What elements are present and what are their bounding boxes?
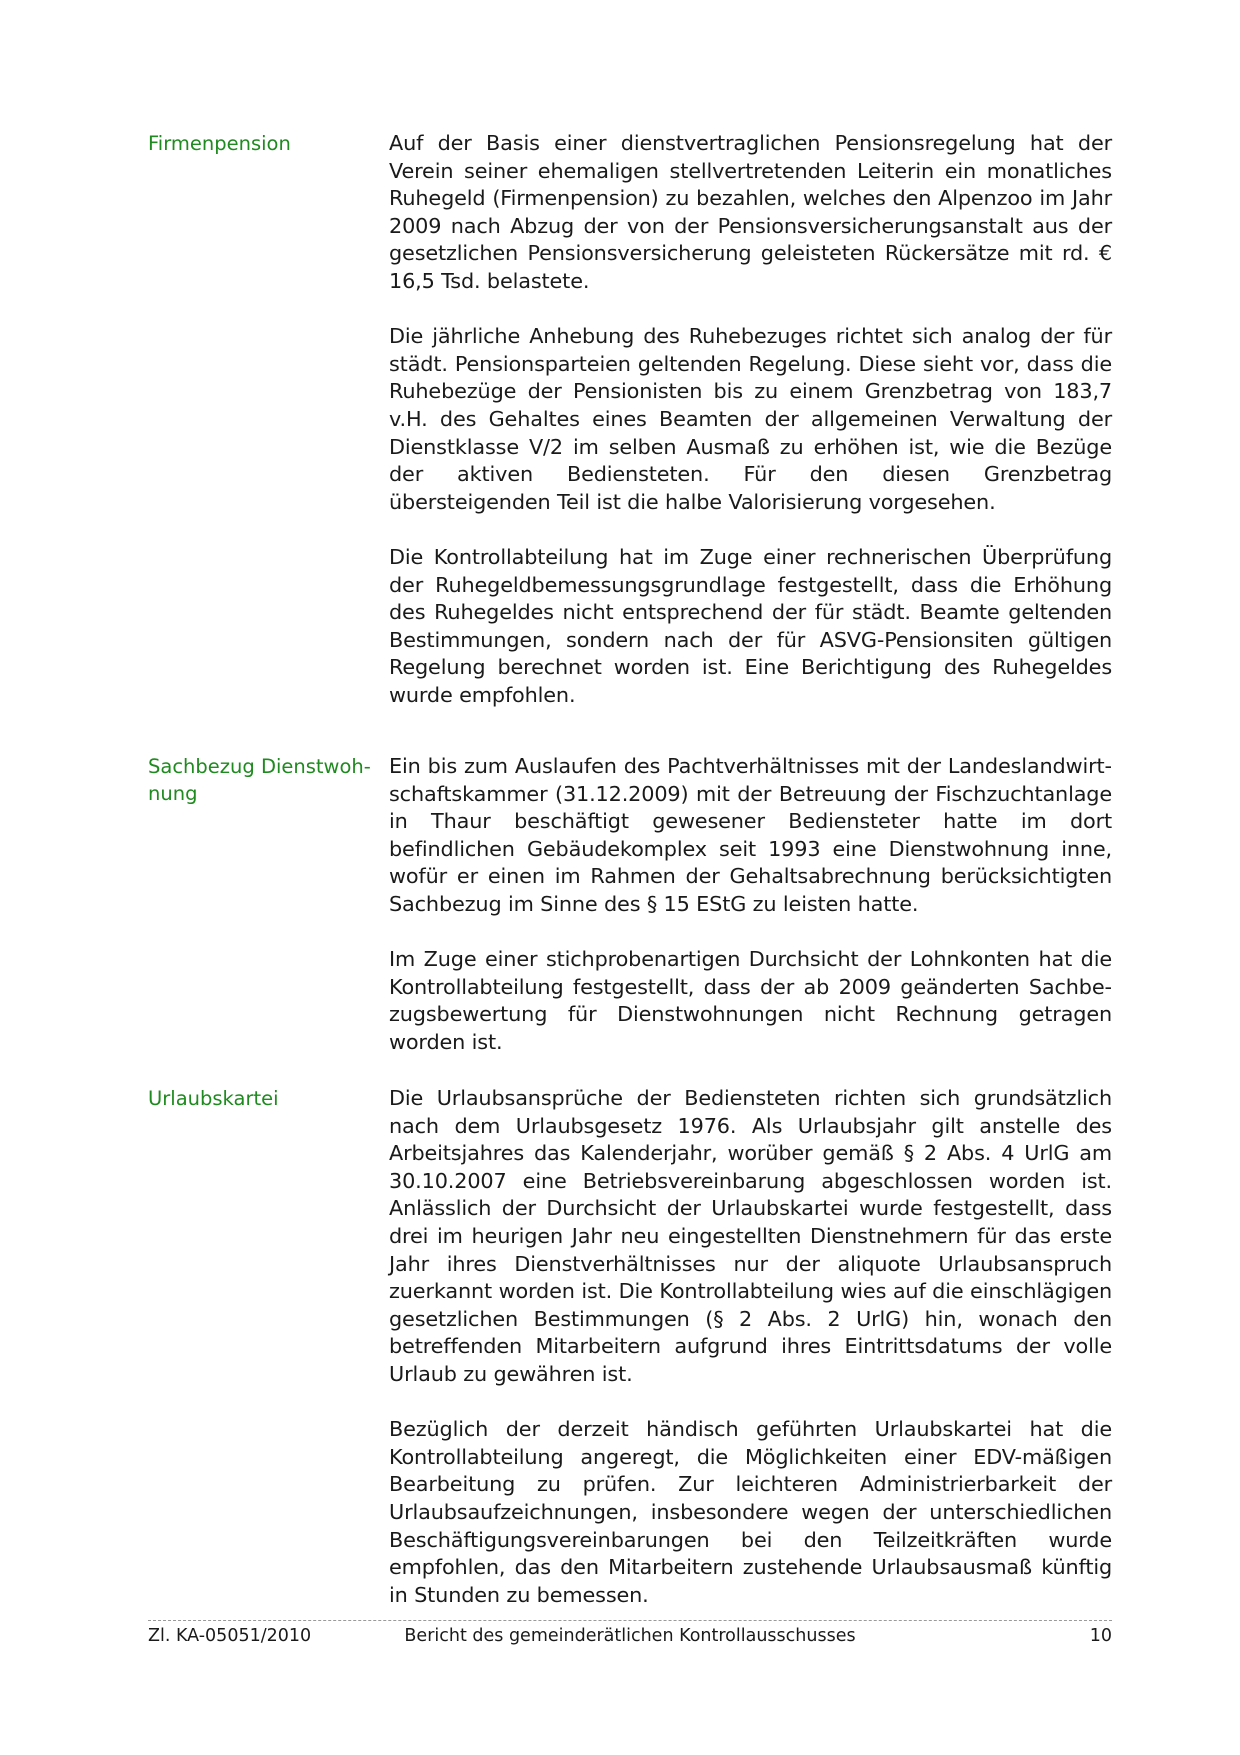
paragraph: Auf der Basis einer dienstvertraglichen Pensionsregelung hat der Verein seiner ehemaligen stellvertretenden Leiterin ein monatliches Ruhegeld (Firmenpension) zu bezahlen, welches den Alpenzoo im Jahr 2009 nach Abzug der von der Pensionsversicherungsanstalt aus der gesetzlichen Pensionsversicherung geleisteten Rückersätze mit rd. € 16,5 Tsd. belastete. <box>389 131 1112 293</box>
margin-label: Urlaubskartei <box>148 1087 279 1110</box>
footer-title: Bericht des gemeinderätlichen Kontrollausschusses <box>404 1626 856 1646</box>
page-footer <box>148 1624 1112 1648</box>
margin-label: Sachbezug Dienstwohnung <box>148 755 371 805</box>
paragraph: Die jährliche Anhebung des Ruhebezuges richtet sich analog der für städt. Pensionsparteien geltenden Regelung. Diese sieht vor, dass die Ruhebezüge der Pensionisten bis zu einem Grenzbetrag von 183,7 v.H. des Gehaltes eines Beamten der allgemeinen Verwaltung der Dienstklasse V/2 im selben Ausmaß zu erhöhen ist, wie die Bezüge der aktiven Bediensteten. Für den diesen Grenzbetrag übersteigenden Teil ist die halbe Valorisierung vorgesehen. <box>389 324 1112 514</box>
paragraph: Die Kontrollabteilung hat im Zuge einer rechnerischen Überprüfung der Ruhegeldbemessungsgrundlage festgestellt, dass die Erhöhung des Ruhegeldes nicht entsprechend der für städt. Beamte geltenden Bestimmungen, sondern nach der für ASVG-Pensionsiten gültigen Regelung berechnet worden ist. Eine Berichtigung des Ruhegeldes wurde empfohlen. <box>389 544 1112 707</box>
footer-divider <box>148 1620 1112 1621</box>
page-number: 10 <box>1089 1626 1112 1646</box>
section-body <box>389 753 1112 1057</box>
section-body <box>389 1085 1112 1609</box>
paragraph: Bezüglich der derzeit händisch geführten Urlaubskartei hat die Kontrollabteilung angeregt, die Möglichkeiten einer EDV-mäßigen Bearbeitung zu prüfen. Zur leichteren Administrierbarkeit der Urlaubsaufzeichnungen, insbesondere wegen der unterschiedlichen Beschäftigungsvereinbarungen bei den Teilzeitkräften wurde empfohlen, das den Mitarbeitern zustehende Urlaubsausmaß künftig in Stunden zu bemessen. <box>389 1417 1112 1607</box>
paragraph: Die Urlaubsansprüche der Bediensteten richten sich grundsätzlich nach dem Urlaubsgesetz 1976. Als Urlaubsjahr gilt anstelle des Arbeitsjahres das Kalenderjahr, worüber gemäß § 2 Abs. 4 UrlG am 30.10.2007 eine Betriebsvereinbarung abgeschlossen worden ist. Anlässlich der Durchsicht der Urlaubskartei wurde festgestellt, dass drei im heurigen Jahr neu eingestellten Dienstnehmern für das erste Jahr ihres Dienstverhältnisses nur der aliquote Urlaubsanspruch zuerkannt worden ist. Die Kontrollabteilung wies auf die einschlägigen gesetzlichen Bestimmungen (§ 2 Abs. 2 UrlG) hin, wonach den betreffenden Mitarbeitern aufgrund ihres Eintrittsdatums der volle Urlaub zu gewähren ist. <box>389 1086 1112 1386</box>
footer-reference: Zl. KA-05051/2010 <box>148 1626 312 1646</box>
paragraph: Ein bis zum Auslaufen des Pachtverhältnisses mit der Landeslandwirtschaftskammer (31.12.2009) mit der Betreuung der Fischzuchtanlage in Thaur beschäftigt gewesener Bediensteter hatte im dort befindlichen Gebäudekomplex seit 1993 eine Dienstwohnung inne, wofür er einen im Rahmen der Gehaltsabrechnung berücksichtigten Sachbezug im Sinne des § 15 EStG zu leisten hatte. <box>389 754 1112 916</box>
paragraph: Im Zuge einer stichprobenartigen Durchsicht der Lohnkonten hat die Kontrollabteilung festgestellt, dass der ab 2009 geänderten Sachbezugsbewertung für Dienstwohnungen nicht Rechnung getragen worden ist. <box>389 947 1112 1054</box>
margin-label: Firmenpension <box>148 132 291 155</box>
section-body <box>389 130 1112 709</box>
